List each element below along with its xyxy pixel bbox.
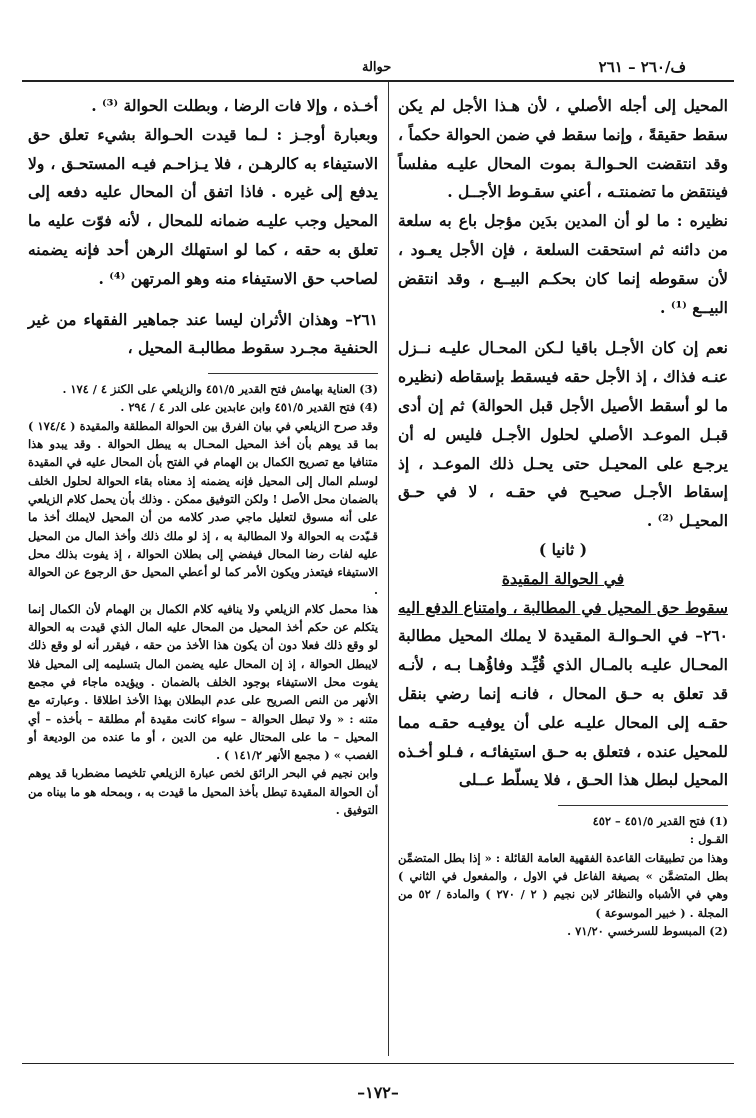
left-footnote-3: (3) العناية بهامش فتح القدير ٤٥١/٥ والزيلعي على الكنز ٤ / ١٧٤ .: [62, 382, 378, 397]
right-footnote-heading: القـول :: [689, 832, 728, 847]
right-paragraph-3: نعم إن كان الأجـل باقيا لـكن المحـال عليـه نــزل عنـه فذاك ، إذ الأجل حقه فيسقط بإسقاطه (نظيره ما لو أسقط الأصيل الأجل قبل الحوالة) ثم إن أدى قبـل الموعـد الأصلي لحلول الأجـل فليس له أن يرجـع على المحيـل حتى يحـل ذلك الموعـد ، إذ إسقاط الأجـل صحيـح في حقـه ، لا في حـق المحيـل ⁽²⁾ .: [398, 338, 728, 531]
right-footnote-1: (1) فتح القدير ٤٥١/٥ – ٤٥٢: [592, 814, 728, 829]
paragraph-260-number: ٢٦٠: [703, 626, 728, 646]
left-column: [28, 92, 378, 819]
header-rule: [22, 80, 734, 82]
left-footnote-rule: [208, 373, 378, 374]
column-divider: [388, 82, 389, 1056]
header-section-label: حوالة: [362, 60, 392, 75]
paragraph-261-number: ٢٦١: [353, 309, 378, 329]
left-paragraph-1: أخـذه ، وإلا فات الرضا ، وبطلت الحوالة ⁽³⁾ .: [91, 96, 378, 115]
paragraph-260-text: – في الحـوالـة المقيدة لا يملك المحيل مطالبة المحـال عليـه بالمـال الذي قُيِّـد وفاؤُهـا بـه ، لأنـه قد تعلق به حـق المحال ، فانـه إنما رضي بنقل حقـه إلى المحال عليـه على أن يوفيـه حقـه مما للمحيل عنده ، فتعلق به حـق استيفائـه ، فـلو أخـذه المحيل لبطل هذا الحـق ، فلا يسلّط عــلى: [398, 626, 728, 790]
left-footnote-4: (4) فتح القدير ٤٥١/٥ وابن عابدين على الدر ٤ / ٢٩٤ .: [120, 400, 378, 415]
header-page-range: ف/٢٦٠ – ٢٦١: [598, 58, 686, 76]
section-heading-3: سقوط حق المحيل في المطالبة ، وامتناع الدفع اليه: [398, 597, 728, 617]
footer-rule: [22, 1063, 734, 1064]
right-footnotes: [398, 812, 728, 940]
right-footnote-rule: [558, 805, 728, 806]
section-heading-1: ( ثانيا ): [538, 539, 588, 559]
paragraph-261: [28, 306, 378, 364]
paragraph-260: [398, 622, 728, 795]
section-heading-2: في الحوالة المقيدة: [501, 568, 625, 588]
right-paragraph-1: المحيل إلى أجله الأصلي ، لأن هـذا الأجل لم يكن سقط حقيقةً ، وإنما سقط في ضمن الحوالة حكماً ، وقد انتقضت الحـوالـة بموت المحال عليـه مفلساً فينتقض ما تضمنتـه ، أعني سقـوط الأجــل .: [398, 96, 728, 202]
right-footnote-2: (2) المبسوط للسرخسي ٧١/٢٠ .: [567, 923, 728, 938]
left-paragraph-2: وبعبارة أوجـز : لـما قيدت الحـوالة بشيء تعلق حق الاستيفاء به كالرهـن ، فلا يـزاحـم فيـه المستحـق ، ولا يدفع إلى غيره . فاذا اتفق أن المحال عليه دفعه إلى المحيل وجب عليـه ضمانه للمحال ، لأنه فوّت عليه ما تعلق به حقه ، كما لو استهلك الرهن أحد فإنه يضمنه لصاحب حق الاستيفاء منه وهو المرتهن ⁽⁴⁾ .: [28, 124, 378, 288]
left-footnote-note-3: وابن نجيم في البحر الرائق لخص عبارة الزيلعي تلخيصا مضطربا قد يوهم أن الحوالة المقيدة تبطل بأخذ المحيل ما قيدت به ، وبمحله هو ما بيناه من التوفيق .: [28, 766, 378, 817]
left-footnote-note-1: وقد صرح الزيلعي في بيان الفرق بين الحوالة المطلقة والمقيدة ( ١٧٤/٤ ) بما قد يوهم بأن أخذ المحيل المحـال به يبطل الحوالة . وقد يبدو هذا متنافيا مع تصريح الكمال بن الهمام في الفتح بأن المحال عليه في المقيدة لوسلم المال إلى المحيل فإنه يضمنه إذ معناه بقاء الحوالة لحلول الخلف بالضمان محل الأصل ! ولكن التوفيق ممكن . وذلك بأن يحمل كلام الزيلعي على أنه مسوق لتعليل ماجي صدر كلامه من أن المحيل لايملك أخذ ما قـيّدت به الحوالة ولا المطالبة به ، إذ لو ملك ذلك وأخذ المال من المحيل عليه لفات رضا المحال فيفضي إلى بطلان الحوالة ، إذ يفوت بذلك محل الاستيفاء فيتعذر ويكون الأمر كما لو أعطي المحيل حق الرجوع عن الحوالة .: [28, 418, 379, 598]
right-footnote-note: وهذا من تطبيقات القاعدة الفقهية العامة القائلة : « إذا بطل المتضمِّن بطل المتضمَّن » بصيغة الفاعل في الاول ، والمفعول في الثاني ) وهي في الأشباه والنظائر لابن نجيم ( ٢ / ٢٧٠ ) والمادة / ٥٢ من المجلة . ( خبير الموسوعة ): [398, 850, 728, 920]
right-column: [398, 92, 728, 940]
left-footnote-note-2: هذا محمل كلام الزيلعي ولا ينافيه كلام الكمال بن الهمام لأن الكمال إنما يتكلم عن حكم أخذ المحيل من المحال عليه المال الذي قيدت به الحوالة لو وقع ذلك فعلا دون أن يكون هذا الأخذ من حقه ، فيقرر أنه لو وقع ذلك لايبطل الحوالة ، إذ إن المحال عليه يضمن المال بتسليمه إلى المحيل فلا يفوت محل الاستيفاء بوجود الخلف بالضمان . ويؤيده ماجاء في مجمع الأنهر من النص الصريح على عدم البطلان بهذا الأخذ اطلاقا . وعبارته مع متنه : « ولا تبطل الحوالة – سواء كانت مقيدة أم مطلقة – بأخذه – أي المحيل – ما على المحتال عليه من الدين ، أو ما عنده من الوديعة أو الغصب » ( مجمع الأنهر ١٤١/٢ ) .: [28, 601, 378, 763]
running-header: [22, 56, 734, 82]
left-footnotes: [28, 380, 378, 819]
right-paragraph-2: نظيره : ما لو أن المدين بدَين مؤجل باع به سلعة من دائنه ثم استحقت السلعة ، فإن الأجل يعـود ، لأن سقوطه إنما كان بحكـم البيــع ، وقد انتقض البيــع ⁽¹⁾ .: [398, 211, 728, 317]
paragraph-261-text: – وهذان الأثران ليسا عند جماهير الفقهاء من غير الحنفية مجـرد سقوط مطالبـة المحيل ،: [28, 309, 378, 358]
page-number: –١٧٢–: [357, 1083, 399, 1102]
